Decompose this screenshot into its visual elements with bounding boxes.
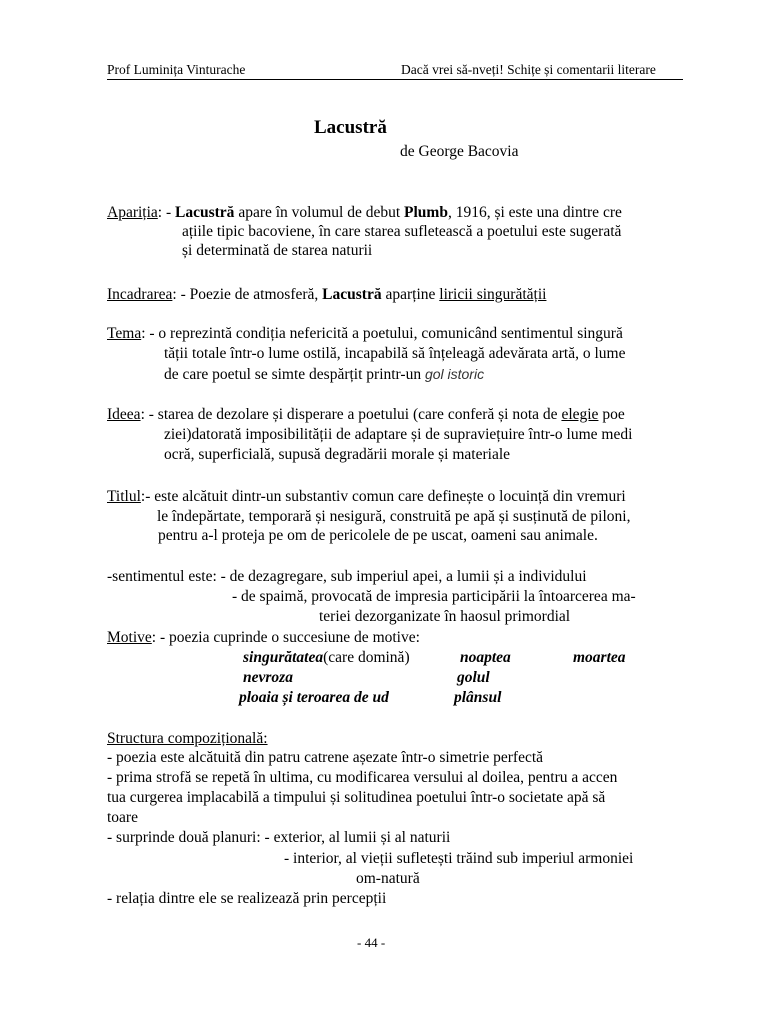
text: apare în volumul de debut — [234, 204, 405, 221]
text: poe — [598, 406, 625, 423]
poem-title-bold: Lacustră — [322, 286, 382, 303]
byline: de George Bacovia — [400, 143, 519, 160]
structura-line-3: tua curgerea implacabilă a timpului și solitudinea poetului într-o societate apă să — [107, 789, 606, 806]
structura-line-1: - poezia este alcătuită din patru catrene așezate într-o simetrie perfectă — [107, 749, 544, 766]
poem-title-bold: Lacustră — [175, 204, 235, 221]
sentiment-line-3: teriei dezorganizate în haosul primordial — [319, 608, 571, 625]
tema-line-2: tății totale într-o lume ostilă, incapabilă să înțeleagă adevărata artă, o lume — [164, 345, 626, 362]
lirica-singuratatii: liricii singurătății — [439, 286, 547, 303]
text: :- este alcătuit dintr-un substantiv comun care definește o locuință din vremuri — [140, 488, 626, 505]
motif-note: (care domină) — [323, 649, 410, 666]
text: : - starea de dezolare și disperare a poetului (care conferă și nota de — [140, 406, 562, 423]
aparitia-line-1 — [107, 203, 622, 223]
structura-line-2: - prima strofă se repetă în ultima, cu modificarea versului al doilea, pentru a accen — [107, 769, 618, 786]
text: , 1916, și este una dintre cre — [447, 204, 622, 221]
titlul-line-3: pentru a-l proteja pe om de pericolele de pe uscat, oameni sau animale. — [158, 527, 598, 544]
structura-line-5: - surprinde două planuri: - exterior, al lumii și al naturii — [107, 829, 451, 846]
ideea-line-3: ocră, superficială, supusă degradării morale și materiale — [164, 446, 511, 463]
motif-word: singurătatea — [243, 649, 324, 666]
ideea-line-2: ziei)datorată imposibilității de adaptare și de supraviețuire într-o lume medi — [164, 426, 633, 443]
titlul-line-2: le îndepărtate, temporară și nesigură, construită pe apă și susținută de piloni, — [157, 508, 631, 525]
text: : - Poezie de atmosferă, — [172, 286, 323, 303]
sentiment-line-1: -sentimentul este: - de dezagregare, sub imperiul apei, a lumii și a individului — [107, 568, 587, 585]
incadrarea-label: Incadrarea — [107, 286, 173, 303]
motive-line — [107, 628, 420, 648]
aparitia-line-3: și determinată de starea naturii — [182, 242, 373, 259]
structura-line-7: om-natură — [356, 870, 420, 887]
volume-title-bold: Plumb — [404, 204, 448, 221]
header-author: Prof Luminița Vinturache — [107, 62, 246, 77]
motive-label: Motive — [107, 629, 152, 646]
motif-moartea: moartea — [573, 649, 626, 666]
motif-ploaia: ploaia și teroarea de ud — [239, 689, 389, 706]
page-number: - 44 - — [357, 935, 386, 950]
gol-istoric: gol istoric — [424, 366, 485, 382]
tema-line-3 — [164, 364, 484, 385]
section-incadrarea — [107, 285, 546, 305]
structura-line-6: - interior, al vieții sufletești trăind sub imperiul armoniei — [284, 850, 634, 867]
structura-line-4: toare — [107, 809, 138, 826]
text: aparține — [381, 286, 440, 303]
text: de care poetul se simte despărțit printr-un — [164, 366, 425, 383]
header-book-title: Dacă vrei să-nveți! Schițe și comentarii literare — [401, 62, 656, 77]
structura-line-8: - relația dintre ele se realizează prin percepții — [107, 890, 387, 907]
motif-golul: golul — [457, 669, 490, 686]
ideea-label: Ideea — [107, 406, 141, 423]
header-rule — [107, 79, 683, 80]
motif-noaptea: noaptea — [460, 649, 511, 666]
text: : - poezia cuprinde o succesiune de motive: — [151, 629, 420, 646]
titlul-label: Titlul — [107, 488, 141, 505]
structura-label: Structura compozițională: — [107, 730, 268, 747]
aparitia-line-2: ațiile tipic bacoviene, în care starea sufletească a poetului este sugerată — [182, 223, 622, 240]
tema-line-1 — [107, 324, 623, 344]
ideea-line-1 — [107, 405, 625, 425]
motif-nevroza: nevroza — [243, 669, 293, 686]
aparitia-label: Apariția — [107, 204, 158, 221]
text: : - — [157, 204, 176, 221]
elegie: elegie — [561, 406, 599, 423]
motif-plansul: plânsul — [454, 689, 502, 706]
page-title: Lacustră — [314, 117, 387, 138]
titlul-line-1 — [107, 487, 626, 507]
text: : - o reprezintă condiția nefericită a poetului, comunicând sentimentul singură — [141, 325, 623, 342]
sentiment-line-2: - de spaimă, provocată de impresia participării la întoarcerea ma- — [232, 588, 636, 605]
tema-label: Tema — [107, 325, 142, 342]
motif-singuratatea — [243, 648, 410, 668]
